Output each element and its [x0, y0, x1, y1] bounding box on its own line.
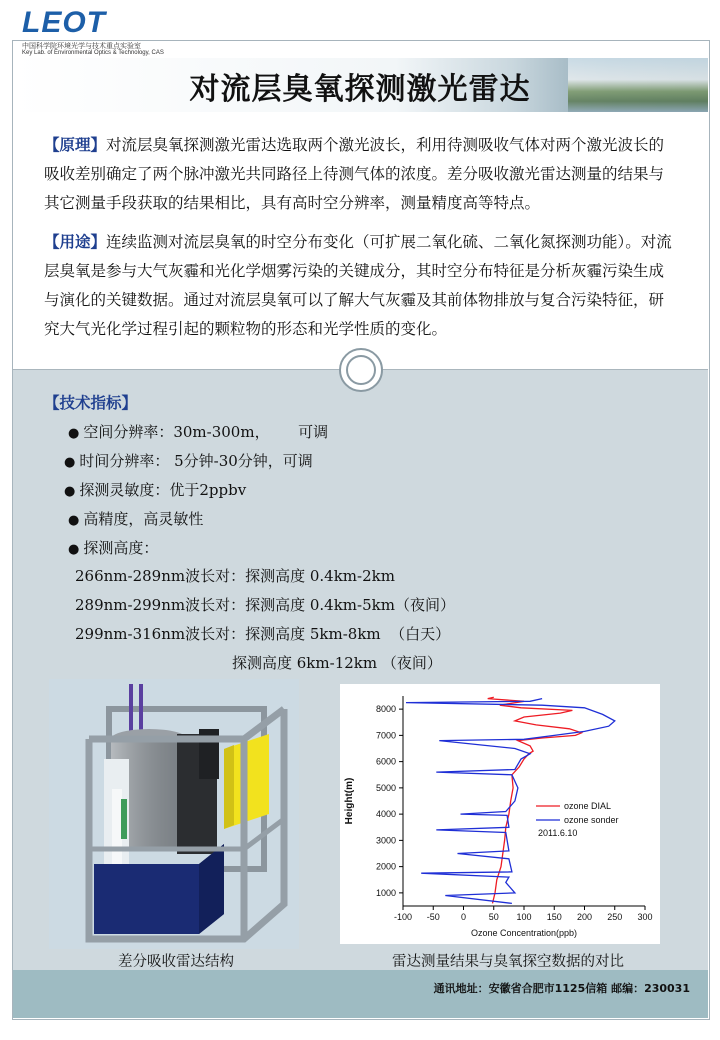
- logo: LEOT: [22, 6, 106, 39]
- spec-item: ● 时间分辨率： 5分钟-30分钟，可调: [64, 452, 313, 470]
- lidar-structure-image: [49, 679, 299, 949]
- logo-subtitle-cn: 中国科学院环境光学与技术重点实验室: [22, 42, 141, 50]
- spec-item: ● 探测高度：: [68, 539, 159, 557]
- x-tick-label: 300: [637, 912, 653, 922]
- x-tick-label: 200: [576, 912, 593, 922]
- bullet-icon: ●: [68, 513, 80, 528]
- y-tick-label: 3000: [375, 835, 396, 846]
- height-line: 289nm-299nm波长对：探测高度 0.4km-5km（夜间）: [75, 596, 455, 614]
- x-tick-label: -50: [426, 912, 440, 922]
- x-tick-label: 150: [546, 912, 562, 922]
- y-tick-label: 5000: [375, 782, 396, 793]
- x-tick-label: 100: [516, 912, 532, 922]
- height-line: 探测高度 6km-12km （夜间）: [232, 654, 442, 672]
- principle-tag: 【原理】: [44, 136, 107, 154]
- y-tick-label: 8000: [375, 704, 396, 715]
- comparison-caption: 雷达测量结果与臭氧探空数据的对比: [392, 954, 624, 970]
- x-tick-label: 50: [488, 912, 499, 922]
- y-axis-label: Height(m): [344, 777, 355, 825]
- bullet-icon: ●: [68, 542, 80, 557]
- usage-text: 连续监测对流层臭氧的时空分布变化（可扩展二氧化硫、二氧化氮探测功能）。对流层臭氧是参与大气灰霾和光化学烟雾污染的关键成分，其时空分布特征是分析灰霾污染生成与演化的关键数据。通过对流层臭氧可以了解大气灰霾及其前体物排放与复合污染特征，研究大气光化学过程引起的颗粒物的形态和光学性质的变化。: [44, 233, 672, 338]
- y-tick-label: 1000: [375, 887, 396, 898]
- x-tick-label: -100: [393, 912, 413, 922]
- chart-annotation: 2011.6.10: [538, 828, 578, 838]
- x-axis-label: Ozone Concentration(ppb): [470, 928, 578, 938]
- bullet-icon: ●: [68, 426, 80, 441]
- y-tick-label: 7000: [375, 730, 396, 741]
- principle-paragraph: [44, 131, 674, 218]
- usage-paragraph: [44, 228, 674, 344]
- logo-subtitle-en: Key Lab. of Environmental Optics & Technology, CAS: [22, 50, 164, 56]
- divider-ring: [339, 348, 383, 392]
- height-line: 299nm-316nm波长对：探测高度 5km-8km （白天）: [75, 625, 451, 643]
- legend-label: ozone sonder: [564, 815, 619, 825]
- y-tick-label: 6000: [375, 756, 396, 767]
- x-tick-label: 0: [460, 912, 467, 922]
- page-title: 对流层臭氧探测激光雷达: [189, 72, 531, 107]
- ozone-comparison-chart: [340, 684, 660, 944]
- x-tick-label: 250: [607, 912, 623, 922]
- legend-label: ozone DIAL: [564, 801, 612, 811]
- structure-caption: 差分吸收雷达结构: [118, 954, 234, 970]
- bullet-icon: ●: [64, 484, 76, 499]
- height-line: 266nm-289nm波长对：探测高度 0.4km-2km: [75, 567, 395, 585]
- y-tick-label: 4000: [375, 809, 396, 820]
- principle-text: 对流层臭氧探测激光雷达选取两个激光波长，利用待测吸收气体对两个激光波长的吸收差别确定了两个脉冲激光共同路径上待测气体的浓度。差分吸收激光雷达测量的结果与其它测量手段获取的结果相比，具有高时空分辨率，测量精度高等特点。: [44, 136, 665, 212]
- footer-address: 通讯地址：安徽省合肥市1125信箱 邮编：230031: [433, 982, 690, 995]
- spec-item: ● 探测灵敏度：优于2ppbv: [64, 481, 247, 499]
- spec-item: ● 空间分辨率：30m-300m， 可调: [68, 423, 329, 441]
- y-tick-label: 2000: [375, 861, 396, 872]
- spec-title: 【技术指标】: [44, 394, 138, 412]
- spec-item: ● 高精度，高灵敏性: [68, 510, 204, 528]
- usage-tag: 【用途】: [44, 233, 107, 251]
- bullet-icon: ●: [64, 455, 76, 470]
